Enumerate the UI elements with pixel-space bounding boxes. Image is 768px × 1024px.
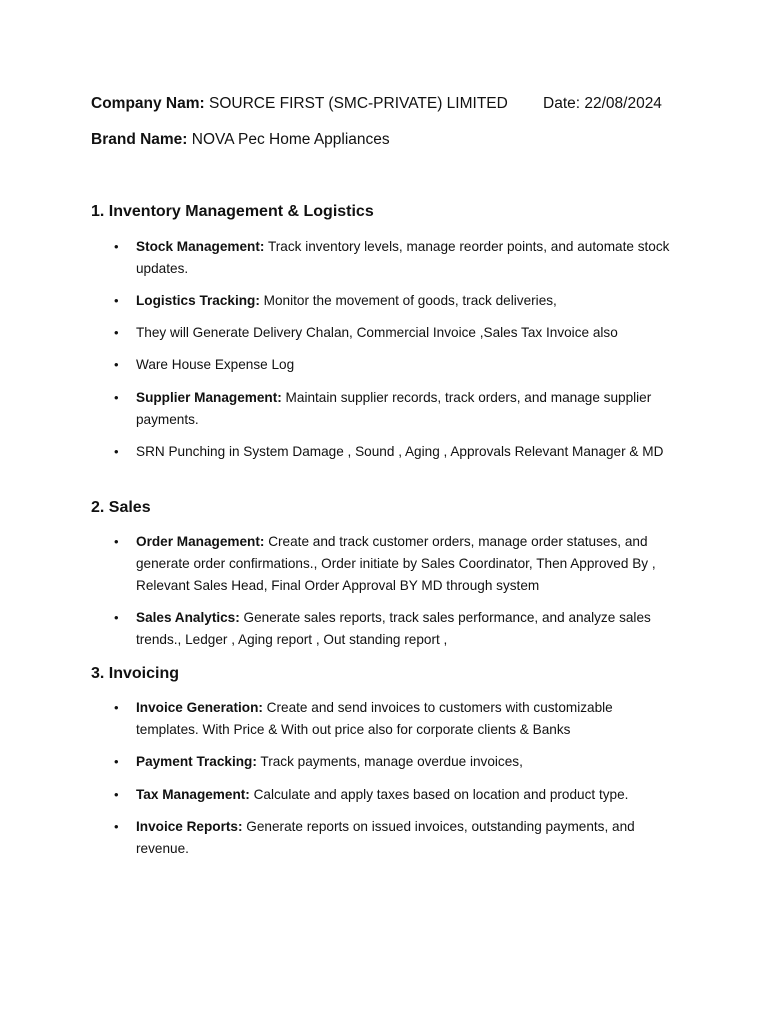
item-text: Create and track customer orders, manage order statuses, and generate order confirmations., Order initiate by Sales Coordinator, Then Approved By , Relevant Sales Head, Final Order Approval BY MD through system xyxy=(136,534,656,593)
bullet-icon: • xyxy=(114,610,119,625)
list-item xyxy=(0,354,671,376)
section-title-sales: 2. Sales xyxy=(91,499,151,516)
item-text: They will Generate Delivery Chalan, Commercial Invoice ,Sales Tax Invoice also xyxy=(136,325,618,340)
list-item xyxy=(0,387,671,431)
company-name-label: Company Nam: xyxy=(91,95,205,112)
document-date: Date: 22/08/2024 xyxy=(543,95,662,112)
bullet-icon: • xyxy=(114,534,119,549)
item-label: Tax Management: xyxy=(136,787,250,802)
list-item xyxy=(0,531,671,597)
bullet-icon: • xyxy=(114,390,119,405)
item-label: Invoice Reports: xyxy=(136,819,243,834)
list-item xyxy=(0,784,671,806)
section-list-inventory xyxy=(0,236,768,463)
list-item xyxy=(0,751,671,773)
item-text: Create and send invoices to customers with customizable templates. With Price & With out price also for corporate clients & Banks xyxy=(136,700,613,737)
item-text: Track inventory levels, manage reorder points, and automate stock updates. xyxy=(136,239,670,276)
item-label: Supplier Management: xyxy=(136,390,282,405)
item-text: Monitor the movement of goods, track deliveries, xyxy=(259,293,557,308)
bullet-icon: • xyxy=(114,357,119,372)
section-title-inventory: 1. Inventory Management & Logistics xyxy=(91,203,374,220)
section-list-sales xyxy=(0,531,768,651)
company-name-line xyxy=(91,94,508,114)
bullet-icon: • xyxy=(114,444,119,459)
item-text: Ware House Expense Log xyxy=(136,357,295,372)
list-item xyxy=(0,816,671,860)
bullet-icon: • xyxy=(114,700,119,715)
list-item xyxy=(0,236,671,280)
section-list-invoicing xyxy=(0,697,768,860)
list-item xyxy=(0,441,671,463)
item-label: Sales Analytics: xyxy=(136,610,240,625)
item-text: Generate reports on issued invoices, outstanding payments, and revenue. xyxy=(136,819,635,856)
list-item xyxy=(0,607,671,651)
list-item xyxy=(0,322,671,344)
brand-name-label: Brand Name: xyxy=(91,131,188,148)
section-title-invoicing: 3. Invoicing xyxy=(91,665,180,682)
list-item xyxy=(0,697,671,741)
brand-name-value: NOVA Pec Home Appliances xyxy=(187,131,390,148)
item-label: Invoice Generation: xyxy=(136,700,263,715)
company-name-value: SOURCE FIRST (SMC-PRIVATE) LIMITED xyxy=(204,95,508,112)
item-text: Generate sales reports, track sales performance, and analyze sales trends., Ledger , Aging report , Out standing report , xyxy=(136,610,651,647)
bullet-icon: • xyxy=(114,787,119,802)
bullet-icon: • xyxy=(114,754,119,769)
item-text: SRN Punching in System Damage , Sound , Aging , Approvals Relevant Manager & MD xyxy=(136,444,664,459)
item-label: Payment Tracking: xyxy=(136,754,257,769)
list-item xyxy=(0,290,671,312)
brand-name-line xyxy=(91,130,390,150)
bullet-icon: • xyxy=(114,239,119,254)
item-label: Order Management: xyxy=(136,534,265,549)
item-text: Calculate and apply taxes based on location and product type. xyxy=(249,787,629,802)
item-label: Logistics Tracking: xyxy=(136,293,260,308)
item-text: Maintain supplier records, track orders, and manage supplier payments. xyxy=(136,390,652,427)
bullet-icon: • xyxy=(114,819,119,834)
item-label: Stock Management: xyxy=(136,239,265,254)
bullet-icon: • xyxy=(114,325,119,340)
item-text: Track payments, manage overdue invoices, xyxy=(256,754,523,769)
bullet-icon: • xyxy=(114,293,119,308)
